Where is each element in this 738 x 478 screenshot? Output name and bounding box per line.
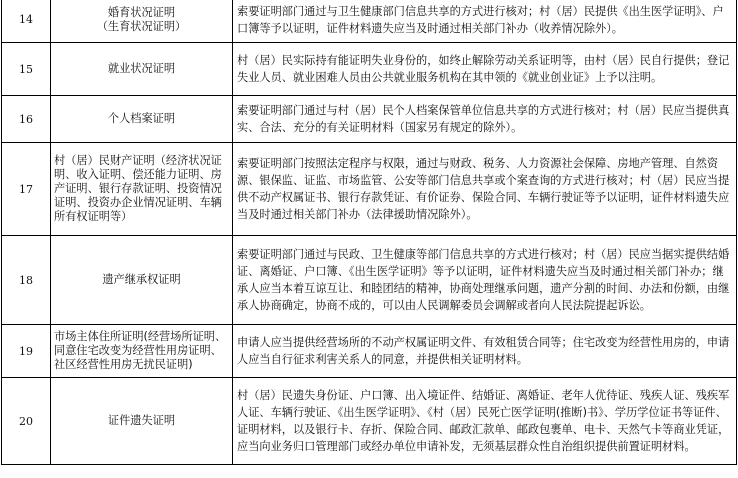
verification-method: 村（居）民遗失身份证、户口簿、出入境证件、结婚证、离婚证、老年人优待证、残疾人证、残疾军人证、车辆行驶证、《出生医学证明》、《村（居）民死亡医学证明(推断)书》、学历学位证书等证件、证明材料，以及银行卡、存折、保险合同、邮政汇款单、邮政包裹单、电卡、天然气卡等商业凭证，应当向业务归口管理部门或经办单位申请补发，无须基层群众性自治组织提供前置证明材料。 — [233, 378, 737, 465]
verification-method: 索要证明部门通过与卫生健康部门信息共享的方式进行核对；村（居）民提供《出生医学证明》、户口簿等予以证明，证件材料遗失应当及时通过相关部门补办（收养情况除外）。 — [233, 0, 737, 43]
certificate-name: 个人档案证明 — [51, 96, 233, 143]
verification-method: 索要证明部门按照法定程序与权限，通过与财政、税务、人力资源社会保障、房地产管理、自然资源、银保监、证监、市场监管、公安等部门信息共享或个案查询的方式进行核对；村（居）民应当提供不动产权属证书、银行存款凭证、有价证券、保险合同、车辆行驶证等予以证明，证件材料遗失应当及时通过相关部门补办（法律援助情况除外）。 — [233, 143, 737, 236]
table-row — [2, 96, 737, 143]
row-number: 15 — [2, 43, 51, 96]
row-number: 18 — [2, 236, 51, 325]
table-body — [2, 0, 737, 465]
certificate-name: 婚育状况证明 （生育状况证明） — [51, 0, 233, 43]
certificate-name: 证件遗失证明 — [51, 378, 233, 465]
row-number: 20 — [2, 378, 51, 465]
certificate-name: 村（居）民财产证明（经济状况证明、收入证明、偿还能力证明、房产证明、银行存款证明、投资情况证明、投资办企业情况证明、车辆所有权证明等） — [51, 143, 233, 236]
row-number: 14 — [2, 0, 51, 43]
row-number: 16 — [2, 96, 51, 143]
verification-method: 申请人应当提供经营场所的不动产权属证明文件、有效租赁合同等；住宅改变为经营性用房的，申请人应当自行征求利害关系人的同意，并提供相关证明材料。 — [233, 325, 737, 378]
table-row — [2, 0, 737, 43]
certificate-name: 市场主体住所证明(经营场所证明、同意住宅改变为经营性用房证明、社区经营性用房无扰民证明) — [51, 325, 233, 378]
table-row — [2, 325, 737, 378]
certificate-name: 就业状况证明 — [51, 43, 233, 96]
table-row — [2, 143, 737, 236]
row-number: 17 — [2, 143, 51, 236]
row-number: 19 — [2, 325, 51, 378]
table-row — [2, 236, 737, 325]
verification-method: 村（居）民实际持有能证明失业身份的，如终止解除劳动关系证明等，由村（居）民自行提供；登记失业人员、就业困难人员由公共就业服务机构在其申领的《就业创业证》上予以注明。 — [233, 43, 737, 96]
verification-method: 索要证明部门通过与民政、卫生健康等部门信息共享的方式进行核对；村（居）民应当据实提供结婚证、离婚证、户口簿、《出生医学证明》等予以证明，证件材料遗失应当及时通过相关部门补办；继承人应当本着互谅互让、和睦团结的精神，协商处理继承问题，遗产分割的时间、办法和份额，由继承人协商确定，协商不成的，可以由人民调解委员会调解或者向人民法院提起诉讼。 — [233, 236, 737, 325]
table-row — [2, 43, 737, 96]
certificate-table — [1, 0, 737, 465]
verification-method: 索要证明部门通过与村（居）民个人档案保管单位信息共享的方式进行核对；村（居）民应当提供真实、合法、充分的有关证明材料（国家另有规定的除外）。 — [233, 96, 737, 143]
certificate-name: 遗产继承权证明 — [51, 236, 233, 325]
table-row — [2, 378, 737, 465]
